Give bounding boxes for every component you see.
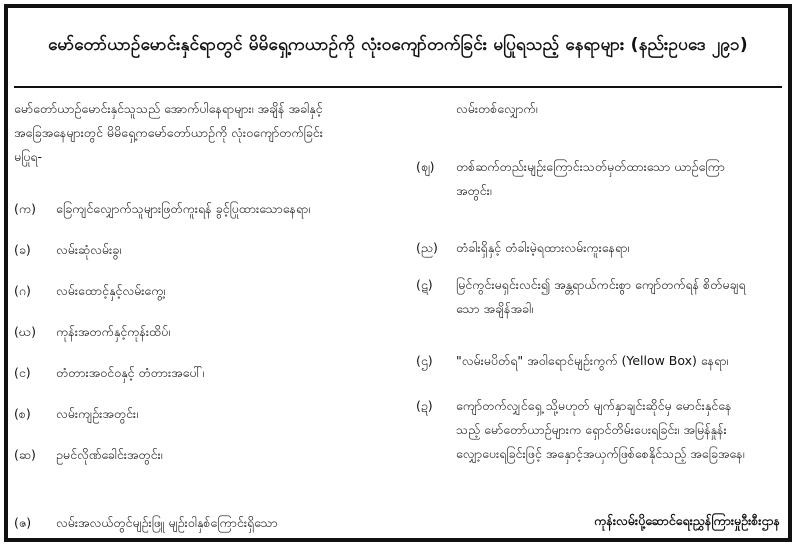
item-marker: (င)	[14, 365, 31, 380]
item-marker: (ဃ)	[14, 324, 36, 339]
item-text: သော အချိန်အခါ၊	[456, 301, 534, 316]
item-text: ကုန်းအတက်နှင့်ကုန်းထိပ်၊	[56, 324, 171, 339]
item-text: မြင်ကွင်းမရှင်းလင်း၍ အန္တရာယ်ကင်းစွာ ကျော်တက်ရန် စိတ်မချရ	[456, 277, 746, 292]
notice-board	[4, 4, 792, 542]
item-marker: (ဍ)	[416, 398, 433, 413]
issuing-department: ကုန်းလမ်းပို့ဆောင်ရေးညွှန်ကြားမှုဦးစီးဌာန	[594, 513, 780, 528]
item-marker: (စ)	[14, 406, 31, 421]
intro-line: အခြေအနေများတွင် မိမိရှေ့ကမော်တော်ယာဉ်ကို လုံးဝကျော်တက်ခြင်း	[14, 125, 323, 140]
item-text: လမ်းအလယ်တွင်မျဉ်းဖြူ မျဉ်းဝါနှစ်ကြောင်းရှိသော	[56, 515, 278, 530]
page-title: မော်တော်ယာဉ်မောင်းနှင်ရာတွင် မိမိရှေ့ကယာဉ်ကို လုံးဝကျော်တက်ခြင်း မပြုရသည့် နေရာများ (နည်းဥပဒေ ၂၉၁)	[48, 34, 748, 55]
item-marker: (ဆ)	[14, 447, 36, 462]
item-text: တံခါးရှိနှင့် တံခါးမဲ့ရထားလမ်းကူးနေရာ၊	[456, 240, 630, 255]
item-marker: (က)	[14, 201, 36, 216]
item-text: လမ်းတစ်လျှောက်၊	[456, 101, 538, 116]
item-marker: (ဇ)	[14, 515, 32, 530]
item-text: အတွင်း၊	[456, 183, 492, 198]
item-text: ဥမင်လိုဏ်ခေါင်းအတွင်း၊	[56, 447, 163, 462]
item-marker: (ည)	[416, 240, 438, 255]
item-text: "လမ်းမပိတ်ရ" အဝါရောင်မျဉ်းကွက် (Yellow Box) နေရာ၊	[456, 353, 729, 368]
item-text: လမ်းဆုံလမ်းခွ၊	[56, 242, 122, 257]
item-marker: (ဈ)	[416, 159, 435, 174]
item-text: သည့် မော်တော်ယာဉ်များက ရှောင်တိမ်းပေးရခြင်း၊ အမြန်နှုန်း	[456, 422, 727, 437]
item-text: လမ်းထောင့်နှင့်လမ်းကွေ့၊	[56, 283, 166, 298]
item-marker: (ခ)	[14, 242, 31, 257]
intro-line: မော်တော်ယာဉ်မောင်းနှင်သူသည် အောက်ပါနေရာများ၊ အချိန် အခါနှင့်	[14, 101, 323, 116]
item-marker: (ဋ)	[416, 277, 433, 292]
item-text: ကျော်တက်လျှင်ရှေ့ သို့မဟုတ် မျက်နှာချင်းဆိုင်မှ မောင်းနှင်နေ	[456, 398, 732, 413]
item-marker: (ဌ)	[416, 353, 433, 368]
item-text: တစ်ဆက်တည်းမျဉ်းကြောင်းသတ်မှတ်ထားသော ယာဉ်ကြော	[456, 159, 725, 174]
item-marker: (ဂ)	[14, 283, 31, 298]
intro-line: မပြုရ-	[14, 149, 43, 164]
item-text: လမ်းကျဉ်းအတွင်း၊	[56, 406, 139, 421]
item-text: လျှော့ပေးရခြင်းဖြင့် အနှောင့်အယှက်ဖြစ်စေနိုင်သည့် အခြေအနေ၊	[456, 446, 745, 461]
title-divider	[14, 86, 782, 88]
item-text: ခြေကျင်လျှောက်သူများဖြတ်ကူးရန် ခွင့်ပြုထားသောနေရာ၊	[56, 201, 311, 216]
item-text: တံတားအဝင်ဝနှင့် တံတားအပေါ်၊	[56, 365, 205, 380]
